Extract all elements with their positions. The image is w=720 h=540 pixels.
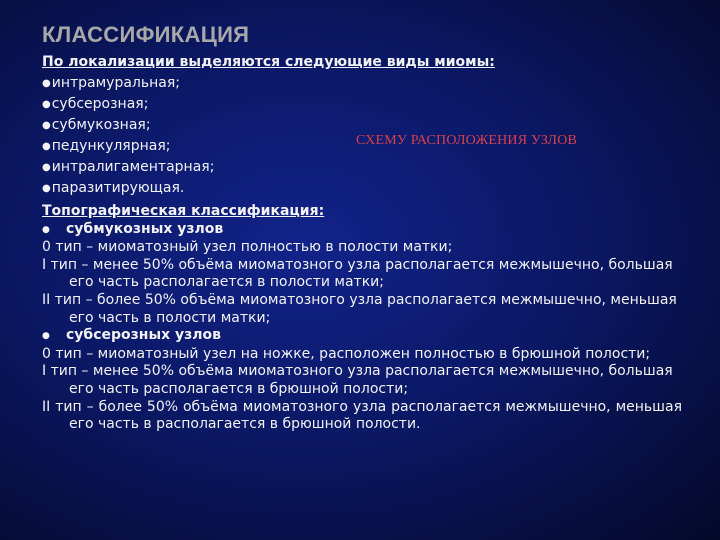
submucous-label: субмукозных узлов: [66, 220, 224, 237]
bullet-icon: ●: [42, 224, 50, 235]
submucous-type-1: I тип – менее 50% объёма миоматозного узла располагается межмышечно, большая его часть располагается в полости матки;: [42, 256, 673, 291]
submucous-subheading: [42, 221, 682, 240]
submucous-type-0: 0 тип – миоматозный узел полностью в полости матки;: [42, 239, 453, 256]
bullet-icon: ●: [42, 162, 51, 173]
bullet-icon: ●: [42, 141, 51, 152]
subserous-label: субсерозных узлов: [66, 327, 221, 344]
bullet-icon: ●: [42, 78, 51, 89]
scheme-link-text: СХЕМУ РАСПОЛОЖЕНИЯ УЗЛОВ: [356, 133, 578, 148]
topographic-block: [42, 203, 682, 434]
subserous-type-0: 0 тип – миоматозный узел на ножке, расположен полностью в брюшной полости;: [42, 345, 651, 362]
submucous-type-2: II тип – более 50% объёма миоматозного узла располагается межмышечно, меньшая его часть в полости матки;: [42, 291, 677, 326]
localization-item-label: субмукозная;: [51, 117, 151, 133]
bullet-icon: ●: [42, 120, 51, 131]
subserous-type-2: II тип – более 50% объёма миоматозного узла располагается межмышечно, меньшая его часть в располагается в брюшной полости.: [42, 398, 682, 433]
localization-item-label: интрамуральная;: [51, 75, 180, 91]
localization-heading: По локализации выделяются следующие виды миомы:: [42, 54, 495, 70]
bullet-icon: ●: [42, 99, 51, 110]
localization-item: [42, 178, 495, 199]
subserous-type-1: I тип – менее 50% объёма миоматозного узла располагается межмышечно, большая его часть располагается в брюшной полости;: [42, 363, 673, 397]
localization-item-label: педункулярная;: [51, 138, 171, 154]
bullet-icon: ●: [42, 331, 50, 342]
localization-block: [42, 52, 495, 199]
localization-item-label: интралигаментарная;: [51, 159, 215, 175]
topographic-heading: Топографическая классификация:: [42, 203, 325, 219]
localization-item-label: паразитирующая.: [51, 180, 185, 196]
bullet-icon: ●: [42, 183, 51, 194]
subserous-subheading: [42, 327, 682, 346]
slide-title: КЛАССИФИКАЦИЯ: [42, 22, 250, 47]
localization-item: [42, 73, 495, 94]
localization-item: [42, 157, 495, 178]
localization-item-label: субсерозная;: [51, 96, 149, 112]
localization-item: [42, 94, 495, 115]
